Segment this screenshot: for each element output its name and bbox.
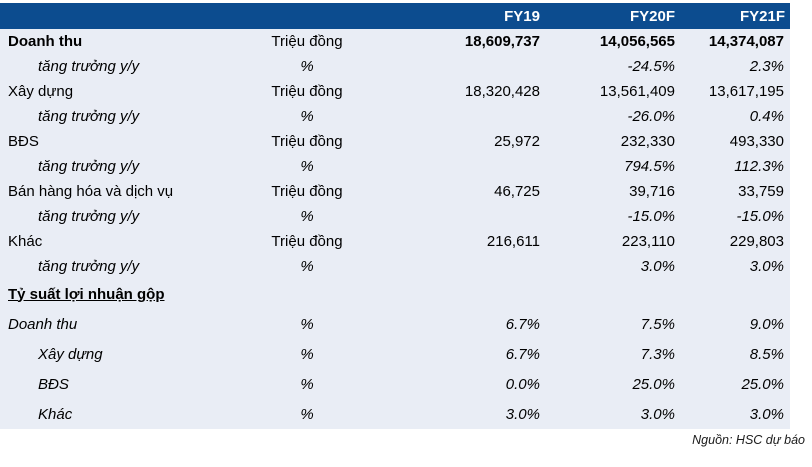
unit-cell: % (300, 58, 314, 75)
row-label: Khác (38, 405, 73, 423)
row-margin-bds (0, 369, 790, 399)
row-ban-hang-hoa (0, 179, 790, 204)
row-label: tăng trưởng y/y (38, 108, 140, 125)
fy21f-cell: 25.0% (741, 375, 784, 393)
fy20f-cell: 7.3% (640, 345, 675, 363)
fy19-cell: 18,320,428 (464, 83, 540, 100)
row-label: Khác (8, 233, 43, 250)
row-label: tăng trưởng y/y (38, 158, 140, 175)
fy21f-cell: 14,374,087 (708, 33, 784, 50)
unit-cell: % (300, 108, 314, 125)
unit-cell: Triệu đồng (271, 83, 343, 100)
fy20f-cell: 232,330 (620, 133, 675, 150)
row-label: tăng trưởng y/y (38, 208, 140, 225)
fy21f-cell: 8.5% (749, 345, 784, 363)
fy20f-cell: 39,716 (629, 183, 675, 200)
row-label: BĐS (38, 375, 69, 393)
row-bds (0, 129, 790, 154)
row-doanh-thu-growth (0, 54, 790, 79)
row-khac (0, 229, 790, 254)
fy20f-cell: 25.0% (632, 375, 675, 393)
financial-forecast-table (0, 3, 790, 429)
fy21f-cell: -15.0% (736, 208, 784, 225)
fy20f-cell: 7.5% (640, 315, 675, 333)
unit-cell: % (300, 345, 314, 363)
unit-cell: Triệu đồng (271, 33, 343, 50)
fy21f-cell: 13,617,195 (708, 83, 784, 100)
row-label: Bán hàng hóa và dịch vụ (8, 183, 174, 200)
column-header-fy21f: FY21F (739, 7, 785, 25)
table-header-row (0, 3, 790, 29)
fy20f-cell: -15.0% (627, 208, 675, 225)
row-khac-growth (0, 254, 790, 279)
row-margin-doanh-thu (0, 309, 790, 339)
fy21f-cell: 112.3% (734, 158, 784, 175)
row-xay-dung (0, 79, 790, 104)
row-label: tăng trưởng y/y (38, 258, 140, 275)
fy21f-cell: 0.4% (749, 108, 784, 125)
fy21f-cell: 493,330 (729, 133, 784, 150)
fy20f-cell: 223,110 (621, 233, 675, 250)
row-xay-dung-growth (0, 104, 790, 129)
source-note: Nguồn: HSC dự báo (692, 433, 805, 447)
row-label: Xây dựng (38, 345, 103, 363)
fy19-cell: 18,609,737 (464, 33, 540, 50)
unit-cell: % (300, 158, 314, 175)
fy21f-cell: 33,759 (738, 183, 784, 200)
row-section-ty-suat-loi-nhuan-gop (0, 279, 790, 309)
fy19-cell: 46,725 (494, 183, 540, 200)
fy21f-cell: 3.0% (749, 405, 784, 423)
column-header-fy20f: FY20F (629, 7, 675, 25)
fy21f-cell: 9.0% (749, 315, 784, 333)
unit-cell: % (300, 405, 314, 423)
fy19-cell: 216,611 (486, 233, 540, 250)
row-bds-growth (0, 154, 790, 179)
fy19-cell: 3.0% (505, 405, 540, 423)
row-ban-hang-hoa-growth (0, 204, 790, 229)
fy19-cell: 6.7% (505, 345, 540, 363)
fy19-cell: 25,972 (494, 133, 540, 150)
fy20f-cell: 3.0% (640, 258, 675, 275)
row-label: Doanh thu (8, 315, 78, 333)
unit-cell: % (300, 258, 314, 275)
row-label: Doanh thu (8, 33, 83, 50)
unit-cell: % (300, 375, 314, 393)
unit-cell: Triệu đồng (271, 133, 343, 150)
row-label: tăng trưởng y/y (38, 58, 140, 75)
column-header-fy19: FY19 (504, 7, 540, 25)
unit-cell: Triệu đồng (271, 233, 343, 250)
fy19-cell: 6.7% (505, 315, 540, 333)
fy21f-cell: 229,803 (729, 233, 784, 250)
fy20f-cell: 13,561,409 (599, 83, 675, 100)
section-title: Tỷ suất lợi nhuận gộp (8, 285, 165, 303)
row-doanh-thu (0, 29, 790, 54)
fy19-cell: 0.0% (505, 375, 540, 393)
fy20f-cell: 3.0% (640, 405, 675, 423)
fy21f-cell: 3.0% (749, 258, 784, 275)
row-label: Xây dựng (8, 83, 74, 100)
unit-cell: % (300, 208, 314, 225)
row-label: BĐS (8, 133, 39, 150)
row-margin-xay-dung (0, 339, 790, 369)
fy20f-cell: -26.0% (627, 108, 675, 125)
unit-cell: % (300, 315, 314, 333)
row-margin-khac (0, 399, 790, 429)
fy21f-cell: 2.3% (749, 58, 784, 75)
fy20f-cell: 14,056,565 (599, 33, 675, 50)
fy20f-cell: 794.5% (624, 158, 675, 175)
unit-cell: Triệu đồng (271, 183, 343, 200)
fy20f-cell: -24.5% (627, 58, 675, 75)
